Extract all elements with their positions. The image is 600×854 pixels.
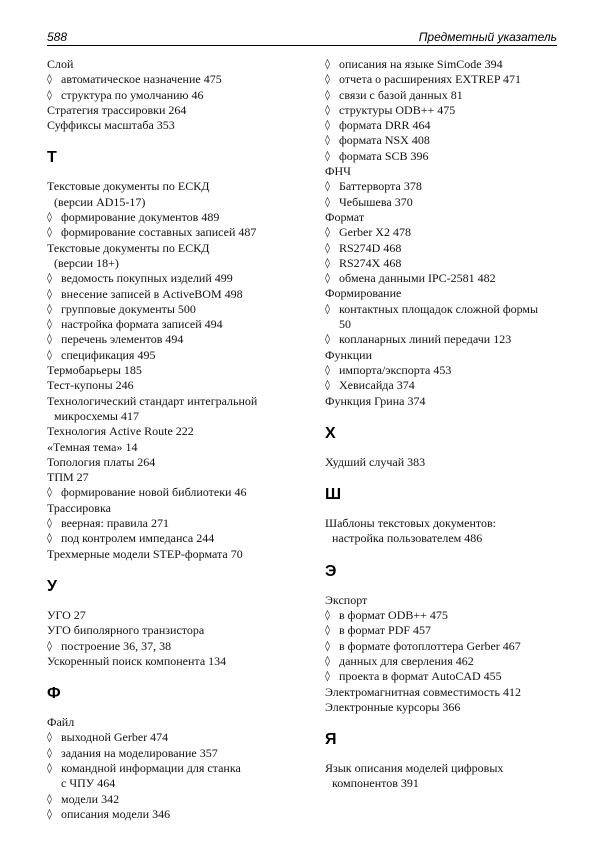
index-entry: Трассировка <box>47 500 111 515</box>
index-subentry: ◊ в формат PDF 457 <box>325 623 565 638</box>
index-entry: УГО биполярного транзистора <box>47 623 205 638</box>
index-entry: Термобарьеры 185 <box>47 363 142 378</box>
index-subentry: ◊ веерная: правила 271 <box>47 516 309 531</box>
section-letter: Я <box>325 731 337 749</box>
index-entry: Тест-купоны 246 <box>47 378 134 393</box>
index-subentry-continuation: с ЧПУ 464 <box>61 776 116 791</box>
index-subentry-continuation: 50 <box>339 317 351 332</box>
index-entry-continuation: (версии AD15-17) <box>54 194 146 209</box>
index-subentry: ◊ построение 36, 37, 38 <box>47 639 309 654</box>
index-subentry: ◊ формата NSX 408 <box>325 133 565 148</box>
index-entry: Шаблоны текстовых документов: <box>325 516 496 531</box>
index-entry: УГО 27 <box>47 607 86 622</box>
index-entry: Файл <box>47 715 75 730</box>
index-entry: Экспорт <box>325 592 368 607</box>
index-subentry: ◊ формирование составных записей 487 <box>47 225 309 240</box>
index-subentry: ◊ формата SCB 396 <box>325 149 565 164</box>
index-entry: Функция Грина 374 <box>325 393 426 408</box>
index-entry: Трехмерные модели STEP-формата 70 <box>47 546 243 561</box>
page-number: 588 <box>47 30 68 44</box>
index-entry: Формирование <box>325 286 402 301</box>
index-subentry: ◊ формирование новой библиотеки 46 <box>47 485 309 500</box>
index-entry: Ускоренный поиск компонента 134 <box>47 653 227 668</box>
index-entry: Технология Active Route 222 <box>47 424 194 439</box>
index-subentry: ◊ RS274X 468 <box>325 256 565 271</box>
index-subentry: ◊ Хевисайда 374 <box>325 378 565 393</box>
index-subentry: ◊ связи с базой данных 81 <box>325 88 565 103</box>
index-column-right <box>325 57 565 792</box>
index-subentry: ◊ контактных площадок сложной формы <box>325 302 565 317</box>
section-letter: Т <box>47 149 57 167</box>
index-entry: Технологический стандарт интегральной <box>47 393 258 408</box>
index-entry: ТПМ 27 <box>47 470 89 485</box>
index-entry-continuation: компонентов 391 <box>332 776 419 791</box>
index-subentry: ◊ в формате фотоплоттера Gerber 467 <box>325 639 565 654</box>
index-subentry: ◊ отчета о расширениях EXTREP 471 <box>325 72 565 87</box>
index-subentry: ◊ настройка формата записей 494 <box>47 317 309 332</box>
index-subentry: ◊ групповые документы 500 <box>47 302 309 317</box>
index-subentry: ◊ под контролем импеданса 244 <box>47 531 309 546</box>
index-subentry: ◊ описания на языке SimCode 394 <box>325 57 565 72</box>
section-letter: Э <box>325 562 337 580</box>
index-subentry: ◊ формирование документов 489 <box>47 210 309 225</box>
index-subentry: ◊ Gerber X2 478 <box>325 225 565 240</box>
index-subentry: ◊ задания на моделирование 357 <box>47 746 309 761</box>
index-subentry: ◊ ведомость покупных изделий 499 <box>47 271 309 286</box>
index-subentry: ◊ проекта в формат AutoCAD 455 <box>325 669 565 684</box>
index-subentry: ◊ структуры ODB++ 475 <box>325 103 565 118</box>
index-subentry: ◊ Баттерворта 378 <box>325 179 565 194</box>
index-entry: Слой <box>47 57 74 71</box>
index-entry: Худший случай 383 <box>325 454 426 469</box>
index-subentry: ◊ выходной Gerber 474 <box>47 730 309 745</box>
index-subentry: ◊ перечень элементов 494 <box>47 332 309 347</box>
index-entry: Электромагнитная совместимость 412 <box>325 684 521 699</box>
index-subentry: ◊ описания модели 346 <box>47 807 309 822</box>
index-subentry: ◊ Чебышева 370 <box>325 195 565 210</box>
index-entry: «Темная тема» 14 <box>47 439 138 454</box>
index-subentry: ◊ формата DRR 464 <box>325 118 565 133</box>
index-entry: Функции <box>325 347 372 362</box>
index-entry: Язык описания моделей цифровых <box>325 761 504 776</box>
index-entry: Текстовые документы по ЕСКД <box>47 179 210 194</box>
index-entry: Топология платы 264 <box>47 454 156 469</box>
index-entry-continuation: (версии 18+) <box>54 255 119 270</box>
section-letter: У <box>47 577 57 595</box>
section-letter: Ш <box>325 486 342 504</box>
index-entry: Формат <box>325 209 365 224</box>
index-subentry: ◊ импорта/экспорта 453 <box>325 363 565 378</box>
index-subentry: ◊ автоматическое назначение 475 <box>47 72 309 87</box>
index-subentry: ◊ структура по умолчанию 46 <box>47 88 309 103</box>
index-subentry: ◊ в формат ODB++ 475 <box>325 608 565 623</box>
index-entry: Текстовые документы по ЕСКД <box>47 240 210 255</box>
index-subentry: ◊ модели 342 <box>47 792 309 807</box>
index-entry: Электронные курсоры 366 <box>325 699 461 714</box>
index-entry: Суффиксы масштаба 353 <box>47 118 175 133</box>
index-entry: Стратегия трассировки 264 <box>47 102 187 117</box>
index-subentry: ◊ спецификация 495 <box>47 348 309 363</box>
index-subentry: ◊ RS274D 468 <box>325 241 565 256</box>
index-column-left <box>47 57 309 822</box>
index-subentry: ◊ копланарных линий передачи 123 <box>325 332 565 347</box>
section-letter: Х <box>325 424 336 442</box>
index-entry-continuation: микросхемы 417 <box>54 408 139 423</box>
index-subentry: ◊ внесение записей в ActiveBOM 498 <box>47 287 309 302</box>
index-subentry: ◊ данных для сверления 462 <box>325 654 565 669</box>
running-title: Предметный указатель <box>418 30 557 44</box>
index-subentry: ◊ командной информации для станка <box>47 761 309 776</box>
section-letter: Ф <box>47 685 61 703</box>
index-entry-continuation: настройка пользователем 486 <box>332 531 483 546</box>
index-entry: ФНЧ <box>325 164 351 179</box>
index-subentry: ◊ обмена данными IPC-2581 482 <box>325 271 565 286</box>
page-header <box>47 28 557 46</box>
